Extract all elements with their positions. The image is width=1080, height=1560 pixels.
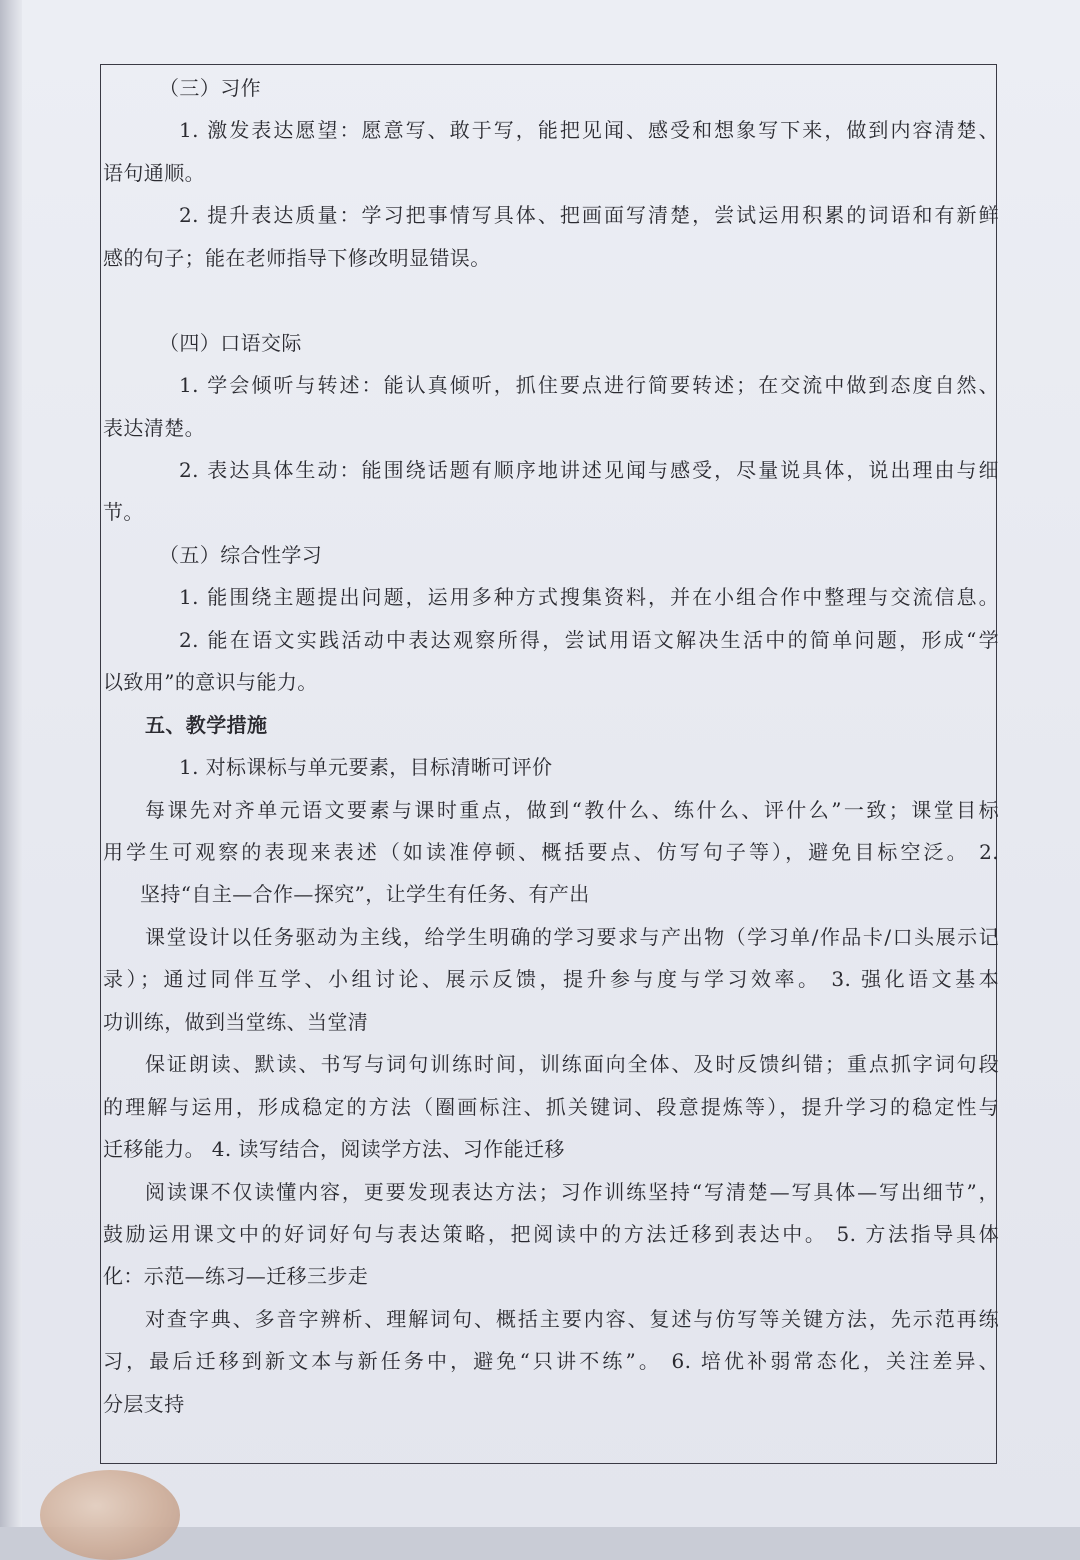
writing-item-2: 2. 提升表达质量：学习把事情写具体、把画面写清楚，尝试运用积累的词语和有新鲜 <box>179 203 999 227</box>
measure-5-title-cont: 化：示范—练习—迁移三步走 <box>103 1264 369 1288</box>
measure-3-body-cont: 的理解与运用，形成稳定的方法（圈画标注、抓关键词、段意提炼等），提升学习的稳定性与 <box>103 1095 999 1119</box>
oral-item-1: 1. 学会倾听与转述：能认真倾听，抓住要点进行简要转述；在交流中做到态度自然、 <box>179 373 999 397</box>
measure-4-body-cont: 鼓励运用课文中的好词好句与表达策略，把阅读中的方法迁移到表达中。 5. 方法指导具体 <box>103 1222 999 1246</box>
measure-3-body: 保证朗读、默读、书写与词句训练时间，训练面向全体、及时反馈纠错；重点抓字词句段 <box>145 1052 999 1076</box>
measure-1-body: 每课先对齐单元语文要素与课时重点，做到“教什么、练什么、评什么”一致；课堂目标 <box>145 798 999 822</box>
oral-item-1-cont: 表达清楚。 <box>103 416 205 440</box>
heading-oral: （四）口语交际 <box>159 331 302 355</box>
measure-1-body-cont: 用学生可观察的表现来表述（如读准停顿、概括要点、仿写句子等），避免目标空泛。 2. <box>103 840 999 864</box>
measure-2-body: 课堂设计以任务驱动为主线，给学生明确的学习要求与产出物（学习单/作品卡/口头展示记 <box>145 925 999 949</box>
measure-4-body: 阅读课不仅读懂内容，更要发现表达方法；习作训练坚持“写清楚—写具体—写出细节”， <box>145 1180 999 1204</box>
measure-5-body-cont: 习，最后迁移到新文本与新任务中，避免“只讲不练”。 6. 培优补弱常态化，关注差异、 <box>103 1349 999 1373</box>
section-heading-measures: 五、教学措施 <box>145 713 268 737</box>
finger-shadow <box>40 1470 180 1560</box>
oral-item-2: 2. 表达具体生动：能围绕话题有顺序地讲述见闻与感受，尽量说具体，说出理由与细 <box>179 458 999 482</box>
measure-2-body-cont: 录）；通过同伴互学、小组讨论、展示反馈，提升参与度与学习效率。 3. 强化语文基本 <box>103 967 999 991</box>
measure-6-title-cont: 分层支持 <box>103 1392 185 1416</box>
comprehensive-item-1: 1. 能围绕主题提出问题，运用多种方式搜集资料，并在小组合作中整理与交流信息。 <box>179 585 999 609</box>
heading-comprehensive: （五）综合性学习 <box>159 543 323 567</box>
heading-writing: （三）习作 <box>159 76 261 100</box>
paper-edge <box>0 0 22 1527</box>
writing-item-1: 1. 激发表达愿望：愿意写、敢于写，能把见闻、感受和想象写下来，做到内容清楚、 <box>179 118 999 142</box>
measure-4-title: 迁移能力。 4. 读写结合，阅读学方法、习作能迁移 <box>103 1137 565 1161</box>
comprehensive-item-2-cont: 以致用”的意识与能力。 <box>103 670 318 694</box>
writing-item-2-cont: 感的句子；能在老师指导下修改明显错误。 <box>103 246 491 270</box>
writing-item-1-cont: 语句通顺。 <box>103 161 205 185</box>
measure-3-title-cont: 功训练，做到当堂练、当堂清 <box>103 1010 369 1034</box>
measure-1-title: 1. 对标课标与单元要素，目标清晰可评价 <box>179 755 553 779</box>
measure-5-body: 对查字典、多音字辨析、理解词句、概括主要内容、复述与仿写等关键方法，先示范再练 <box>145 1307 999 1331</box>
comprehensive-item-2: 2. 能在语文实践活动中表达观察所得，尝试用语文解决生活中的简单问题，形成“学 <box>179 628 999 652</box>
measure-2-title: 坚持“自主—合作—探究”，让学生有任务、有产出 <box>140 882 590 906</box>
oral-item-2-cont: 节。 <box>103 500 144 524</box>
